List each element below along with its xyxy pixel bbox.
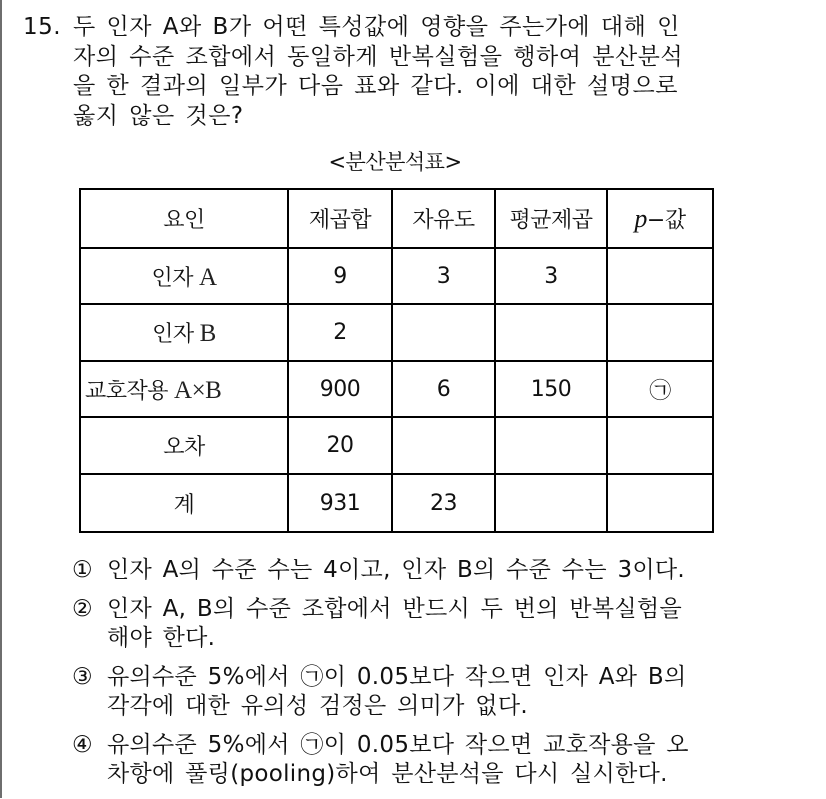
factor-label: 인자 [151,265,193,291]
question-number: 15. [23,14,62,40]
option-3[interactable] [72,663,792,721]
header-factor: 요인 [80,189,288,248]
option-marker: ④ [72,732,93,758]
p-cell [607,304,713,361]
header-mean-square: 평균제곱 [495,189,607,248]
question-line: 자의 수준 조합에서 동일하게 반복실험을 행하여 분산분석 [73,43,684,70]
factor-label: 인자 [152,322,194,347]
p-cell [607,248,713,304]
option-1[interactable] [72,556,792,585]
ss-cell: 20 [288,417,392,474]
question-line: 옳지 않은 것은? [73,102,244,129]
answer-options [72,556,792,799]
table-row [80,361,713,417]
option-2[interactable] [72,595,792,653]
p-symbol: p [634,204,647,233]
option-text: 유의수준 5%에서 ㉠이 0.05보다 작으면 인자 A와 B의 [107,664,687,690]
table-caption: <분산분석표> [328,150,462,174]
df-cell [392,417,495,474]
header-sum-of-squares: 제곱합 [288,189,392,248]
ss-cell: 9 [288,248,392,304]
option-text: 인자 A, B의 수준 조합에서 반드시 두 번의 반복실험을 [107,596,682,622]
ms-cell [495,474,607,532]
df-cell [392,304,495,361]
option-4[interactable] [72,731,792,789]
factor-label: 교호작용 [85,378,169,404]
ss-cell: 2 [288,304,392,361]
option-text: 유의수준 5%에서 ㉠이 0.05보다 작으면 교호작용을 오 [107,732,689,758]
factor-cell [80,361,288,417]
ms-cell: 150 [495,361,607,417]
header-p-value [607,189,713,248]
ms-cell: 3 [495,248,607,304]
p-value-suffix: −값 [646,208,686,233]
factor-cell [80,474,288,532]
p-cell [607,474,713,532]
factor-variable: B [199,320,216,347]
factor-variable: A [198,263,217,291]
option-text: 해야 한다. [107,625,216,651]
df-cell: 6 [392,361,495,417]
page-left-border [0,0,2,798]
header-degrees-of-freedom: 자유도 [392,189,495,248]
anova-table [79,188,714,533]
p-cell-marker: ㉠ [607,361,713,417]
table-header-row [80,189,713,248]
question-line: 을 한 결과의 일부가 다음 표와 같다. 이에 대한 설명으로 [73,73,678,99]
factor-label: 계 [173,492,195,518]
question-stem [73,13,763,131]
table-row [80,417,713,474]
table-row-total [80,474,713,532]
option-marker: ③ [72,664,93,690]
option-text: 인자 A의 수준 수는 4이고, 인자 B의 수준 수는 3이다. [107,557,686,583]
option-marker: ① [72,557,93,583]
df-cell: 23 [392,474,495,532]
question-line: 두 인자 A와 B가 어떤 특성값에 영향을 주는가에 대해 인 [73,14,680,40]
ms-cell [495,417,607,474]
option-text: 각각에 대한 유의성 검정은 의미가 없다. [107,693,528,719]
ss-cell: 931 [288,474,392,532]
factor-variable: A×B [174,376,222,404]
table-row [80,304,713,361]
factor-label: 오차 [163,435,205,460]
p-cell [607,417,713,474]
factor-cell [80,304,288,361]
option-text: 차항에 풀링(pooling)하여 분산분석을 다시 실시한다. [107,761,668,787]
question-block [23,13,763,131]
ms-cell [495,304,607,361]
table-row [80,248,713,304]
option-marker: ② [72,596,93,622]
ss-cell: 900 [288,361,392,417]
df-cell: 3 [392,248,495,304]
factor-cell [80,417,288,474]
factor-cell [80,248,288,304]
